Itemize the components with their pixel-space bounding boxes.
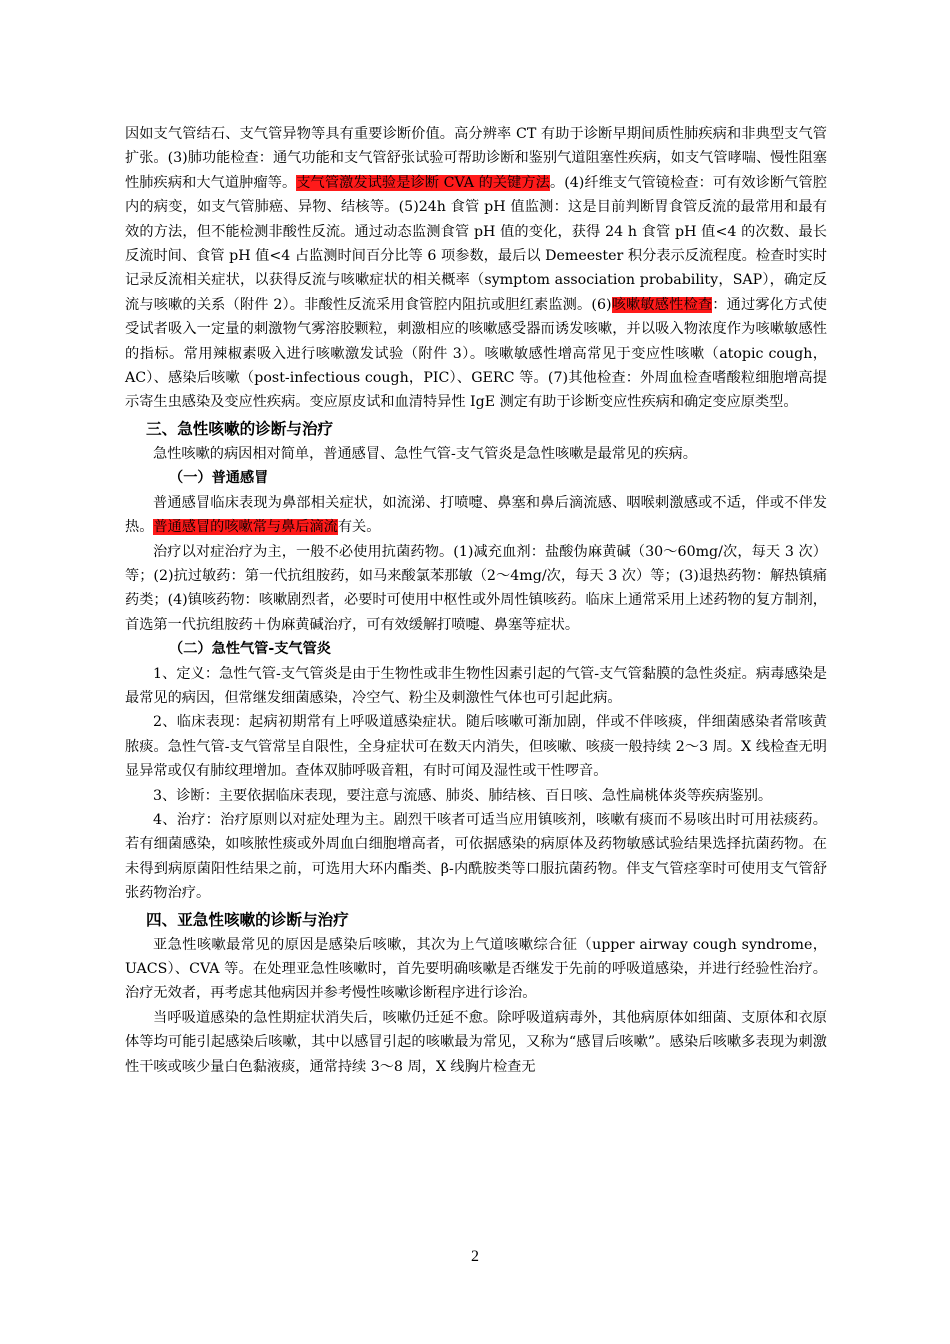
text-run: ：通过雾化方式使受试者吸入一定量的刺激物气雾溶胶颗粒，刺激相应的咳嗽感受器而诱发咳嗽，并以吸入物浓度作为咳嗽敏感性的指标。常用辣椒素吸入进行咳嗽激发试验（附件 3）。咳嗽敏感性增高常见于变应性咳嗽（atopic cough，AC）、感染后咳嗽（post-infectious cough，PIC）、GERC 等。(7)其他检查：外周血检查嗜酸粒细胞增高提示寄生虫感染及变应性疾病。变应原皮试和血清特异性 IgE 测定有助于诊断变应性疾病和确定变应原类型。: [125, 296, 827, 411]
text-run: 有关。: [337, 519, 381, 536]
paragraph-cold-symptoms: [125, 491, 827, 540]
paragraph-post-infectious: 当呼吸道感染的急性期症状消失后，咳嗽仍迁延不愈。除呼吸道病毒外，其他病原体如细菌、支原体和衣原体等均可能引起感染后咳嗽，其中以感冒引起的咳嗽最为常见，又称为“感冒后咳嗽”。感染后咳嗽多表现为刺激性干咳或咳少量白色黏液痰，通常持续 3～8 周，X 线胸片检查无: [125, 1009, 827, 1075]
highlight-postnasal-drip: 普通感冒的咳嗽常与鼻后滴流: [153, 519, 338, 536]
text-run: 。(4)纤维支气管镜检查：可有效诊断气管腔内的病变，如支气管肺癌、异物、结核等。(5)24h 食管 pH 值监测：这是目前判断胃食管反流的最常用和最有效的方法，但不能检测非酸性反流。通过动态监测食管 pH 值的变化，获得 24 h 食管 pH 值<4 的次数、最长反流时间、食管 pH 值<4 占监测时间百分比等 6 项参数，最后以 Demeester 积分表示反流程度。检查时实时记录反流相关症状，以获得反流与咳嗽症状的相关概率（symptom association probability，SAP），确定反流与咳嗽的关系（附件 2）。非酸性反流采用食管腔内阻抗或胆红素监测。(6): [125, 174, 827, 313]
paragraph-acute-intro: 急性咳嗽的病因相对简单，普通感冒、急性气管-支气管炎是急性咳嗽是最常见的疾病。: [153, 445, 697, 462]
subheading-bronchitis: （二）急性气管-支气管炎: [169, 641, 331, 658]
paragraph-cold-treatment: 治疗以对症治疗为主，一般不必使用抗菌药物。(1)减充血剂：盐酸伪麻黄碱（30～60mg/次，每天 3 次）等；(2)抗过敏药：第一代抗组胺药，如马来酸氯苯那敏（2～4mg/次，每天 3 次）等；(3)退热药物：解热镇痛药类；(4)镇咳药物：咳嗽剧烈者，必要时可使用中枢性或外周性镇咳药。临床上通常采用上述药物的复方制剂，首选第一代抗组胺药＋伪麻黄碱治疗，可有效缓解打喷嚏、鼻塞等症状。: [125, 543, 827, 633]
highlight-cough-sensitivity: 咳嗽敏感性检查: [611, 296, 713, 313]
text-run: 普通感冒临床表现为鼻部相关症状，如流涕、打喷嚏、鼻塞和鼻后滴流感、咽喉刺激感或不适，伴或不伴发热。: [125, 494, 827, 536]
highlight-cva: 支气管激发试验是诊断 CVA 的关键方法: [296, 174, 550, 191]
paragraph-treatment: 4、治疗：治疗原则以对症处理为主。剧烈干咳者可适当应用镇咳剂，咳嗽有痰而不易咳出时可用祛痰药。若有细菌感染，如咳脓性痰或外周血白细胞增高者，可依据感染的病原体及药物敏感试验结果选择抗菌药物。在未得到病原菌阳性结果之前，可选用大环内酯类、β-内酰胺类等口服抗菌药物。伴支气管痉挛时可使用支气管舒张药物治疗。: [125, 811, 827, 902]
paragraph-definition: 1、定义：急性气管-支气管炎是由于生物性或非生物性因素引起的气管-支气管黏膜的急性炎症。病毒感染是最常见的病因，但常继发细菌感染，冷空气、粉尘及刺激性气体也可引起此病。: [125, 665, 827, 706]
document-body: [125, 122, 827, 1079]
paragraph-diagnosis: 3、诊断：主要依据临床表现，要注意与流感、肺炎、肺结核、百日咳、急性扁桃体炎等疾病鉴别。: [153, 787, 773, 804]
paragraph-exams: [125, 122, 827, 415]
section-heading-acute: 三、急性咳嗽的诊断与治疗: [146, 419, 334, 438]
text-run: 因如支气管结石、支气管异物等具有重要诊断价值。高分辨率 CT 有助于诊断早期间质性肺疾病和非典型支气管扩张。(3)肺功能检查：通气功能和支气管舒张试验可帮助诊断和鉴别气道阻塞性疾病，如支气管哮喘、慢性阻塞性肺疾病和大气道肿瘤等。: [125, 126, 827, 191]
paragraph-subacute-intro: 亚急性咳嗽最常见的原因是感染后咳嗽，其次为上气道咳嗽综合征（upper airway cough syndrome，UACS）、CVA 等。在处理亚急性咳嗽时，首先要明确咳嗽是否继发于先前的呼吸道感染，并进行经验性治疗。治疗无效者，再考虑其他病因并参考慢性咳嗽诊断程序进行诊治。: [125, 936, 827, 1002]
section-heading-subacute: 四、亚急性咳嗽的诊断与治疗: [146, 910, 349, 929]
page-number: 2: [471, 1248, 479, 1265]
subheading-common-cold: （一）普通感冒: [169, 470, 269, 487]
paragraph-clinical: 2、临床表现：起病初期常有上呼吸道感染症状。随后咳嗽可渐加剧，伴或不伴咳痰，伴细菌感染者常咳黄脓痰。急性气管-支气管常呈自限性，全身症状可在数天内消失，但咳嗽、咳痰一般持续 2～3 周。X 线检查无明显异常或仅有肺纹理增加。查体双肺呼吸音粗，有时可闻及湿性或干性啰音。: [125, 714, 827, 780]
